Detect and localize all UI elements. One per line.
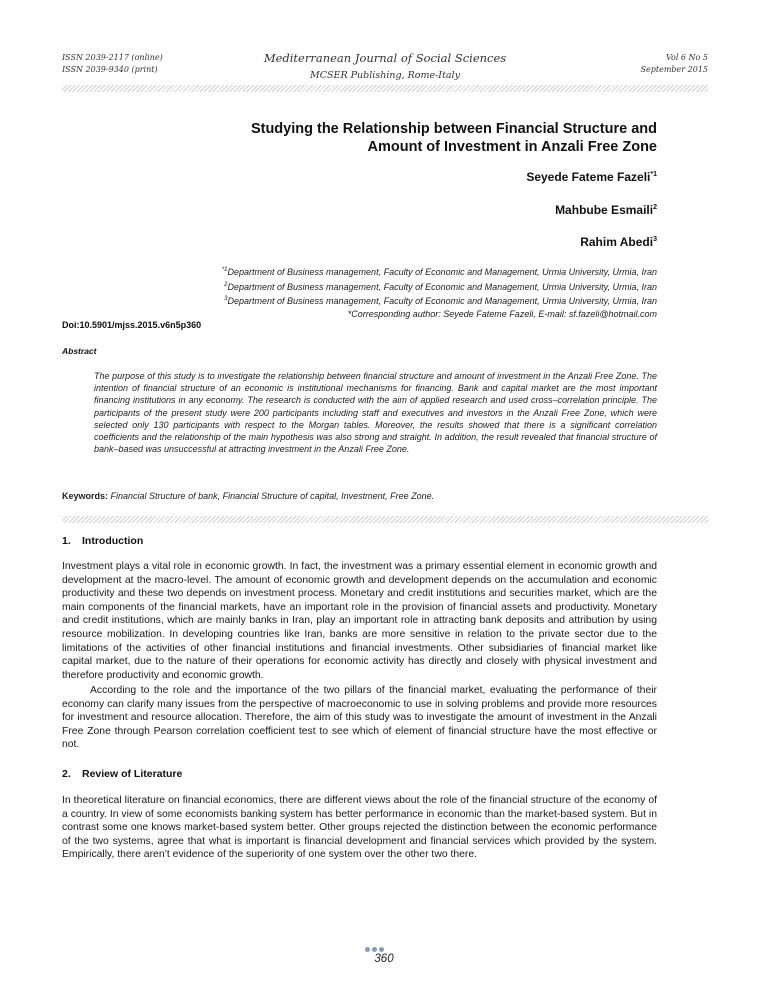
- section-heading-review: [62, 768, 182, 780]
- section-heading-introduction: [62, 535, 143, 547]
- paragraph: In theoretical literature on financial economics, there are different views about the role of the financial structure of the economy of a country. In view of some economists banking system has better performance in economic than the market-based system. But in contrast some one knows market-based system better. Other groups rejected the distinction between the economic performance of the two systems, agree that what is important is financial development and financial services which provided by the system. Empirically, there aren’t evidence of the superiority of one system over the other two there.: [62, 795, 657, 861]
- volume-label: Vol 6 No 5: [665, 53, 708, 62]
- paragraph: Investment plays a vital role in economic growth. In fact, the investment was a primary essential element in economic growth and development at the macro-level. The amount of economic growth and development depends on the accumulation and economic productivity and these two depends on investment process. Monetary and credit institutions and securities market, which are the main components of the financial markets, have an important role in the provision of financial assets and productivity. Monetary and credit institutions, which are mainly banks in Iran, play an important role in attracting bank deposits and attribution by using resource mobilization. In developing countries like Iran, banks are more sensitive in relation to the private sector due to the limitations of the activities of other financial institutions and financial investments. Other subsidiaries of financial market like capital market, due to the nature of their operations for economic activity has directly and closely with physical investment and therefore productivity and economic growth.: [62, 561, 657, 681]
- paragraph: According to the role and the importance of the two pillars of the financial market, evaluating the performance of their economy can clarify many issues from the perspective of macroeconomic to use in solving problems and provide more resources for investment and resource allocation. Therefore, the aim of this study was to investigate the amount of investment in the Anzali Free Zone through Pearson correlation coefficient test to see which of element of financial structure have the most effective or not.: [62, 685, 657, 751]
- issn-print: ISSN 2039-9340 (print): [62, 65, 158, 74]
- paper-title: [62, 120, 657, 156]
- page-number: 360: [374, 953, 394, 965]
- author-mark: *1: [650, 171, 657, 178]
- section-number: 1.: [62, 535, 71, 547]
- author-name: Mahbube Esmaili: [555, 203, 654, 217]
- author-name: Seyede Fateme Fazeli: [526, 170, 651, 184]
- abstract-divider: [62, 516, 708, 523]
- affiliation-2: [222, 279, 657, 294]
- section-number: 2.: [62, 768, 71, 780]
- running-header: [62, 52, 708, 82]
- affiliation-mark: 2: [224, 281, 228, 288]
- author-1: [526, 170, 657, 184]
- affiliation-text: Department of Business management, Faculty of Economic and Management, Urmia University, Urmia, Iran: [227, 267, 657, 277]
- header-divider: [62, 85, 708, 92]
- journal-name: Mediterranean Journal of Social Sciences: [263, 51, 507, 65]
- affiliation-mark: 3: [224, 296, 228, 302]
- abstract-body: The purpose of this study is to investigate the relationship between financial structure and amount of investment in the Anzali Free Zone. The intention of financial structure of an economic is institutional mechanisms for financing. Bank and capital market are the most important financing institutions in any economy. The research is conducted with the aim of applied research and used cross–correlation principle. The participants of the present study were 200 participants including staff and executives and investors in the Anzali Free Zone, which were selected only 130 participants with respect to the Morgan tables. Moreover, the results showed that there is a significant correlation coefficients and the relationship of the main hypothesis was also strong and straight. In addition, the result revealed that financial structure of bank–based was unsuccessful at attracting investment in the Anzali Free Zone.: [94, 371, 657, 455]
- affiliation-text: Department of Business management, Faculty of Economic and Management, Urmia University, Urmia, Iran: [227, 281, 657, 292]
- keywords-text: Financial Structure of bank, Financial Structure of capital, Investment, Free Zone.: [110, 491, 435, 501]
- section-title: Review of Literature: [82, 768, 183, 780]
- volume-block: [641, 52, 708, 76]
- issn-online: ISSN 2039-2117 (online): [62, 53, 163, 62]
- issue-date: September 2015: [640, 65, 708, 74]
- affiliation-1: [222, 264, 657, 279]
- keywords: [62, 491, 657, 501]
- journal-block: [62, 50, 708, 84]
- affiliation-mark: *1: [221, 267, 228, 273]
- publisher-name: MCSER Publishing, Rome-Italy: [310, 70, 460, 81]
- author-2: [555, 203, 657, 217]
- corresponding-author: *Corresponding author: Seyede Fateme Fazeli, E-mail: sf.fazeli@hotmail.com: [347, 308, 657, 319]
- author-mark: 2: [653, 204, 657, 211]
- title-line-1: Studying the Relationship between Financial Structure and: [250, 121, 657, 137]
- author-mark: 3: [653, 236, 657, 243]
- affiliation-text: Department of Business management, Faculty of Economic and Management, Urmia University, Urmia, Iran: [227, 296, 657, 306]
- keywords-label: Keywords:: [62, 491, 109, 501]
- title-line-2: Amount of Investment in Anzali Free Zone: [367, 139, 657, 155]
- section-title: Introduction: [82, 535, 144, 547]
- affiliation-3: [222, 293, 657, 308]
- author-3: [580, 235, 657, 249]
- affiliations: [222, 264, 657, 320]
- abstract-heading: Abstract: [62, 346, 97, 356]
- author-name: Rahim Abedi: [580, 235, 654, 249]
- doi: Doi:10.5901/mjss.2015.v6n5p360: [62, 320, 202, 330]
